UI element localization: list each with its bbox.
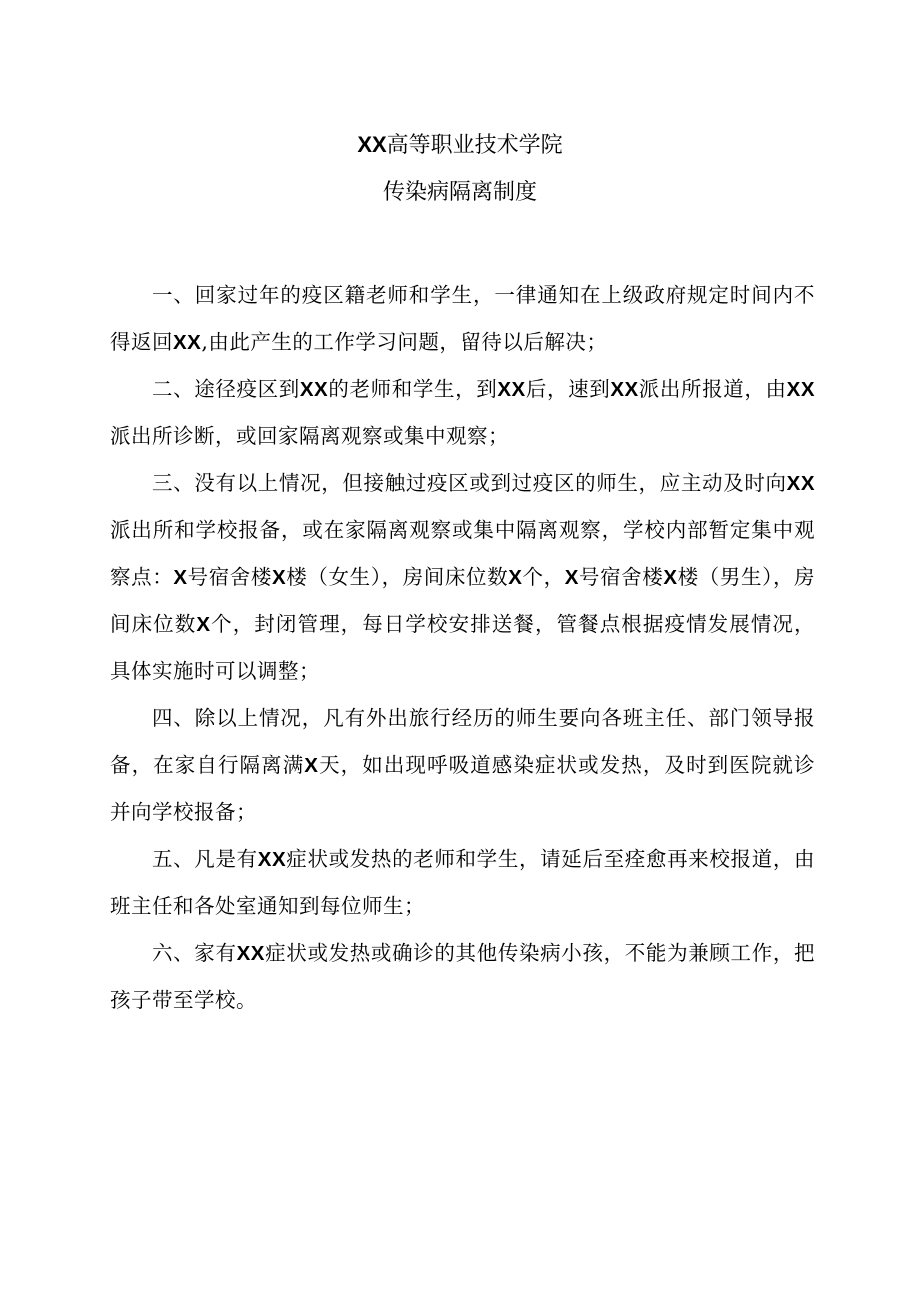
paragraph-3: 三、没有以上情况，但接触过疫区或到过疫区的师生，应主动及时向XX派出所和学校报备，或在家隔离观察或集中隔离观察，学校内部暂定集中观察点：X号宿舍楼X楼（女生），房间床位数X个，X号宿舍楼X楼（男生），房间床位数X个，封闭管理，每日学校安排送餐，管餐点根据疫情发展情况，具体实施时可以调整； — [110, 471, 816, 683]
document-subtitle: 传染病隔离制度 — [382, 180, 537, 205]
paragraph-4: 四、除以上情况，凡有外出旅行经历的师生要向各班主任、部门领导报备，在家自行隔离满X天，如出现呼吸道感染症状或发热，及时到医院就诊并向学校报备； — [110, 706, 816, 824]
paragraph-6: 六、家有XX症状或发热或确诊的其他传染病小孩，不能为兼顾工作，把孩子带至学校。 — [110, 941, 816, 1012]
paragraph-5: 五、凡是有XX症状或发热的老师和学生，请延后至痊愈再来校报道，由班主任和各处室通知到每位师生； — [110, 847, 816, 918]
document-body — [110, 272, 815, 1024]
document-title: XX高等职业技术学院 — [357, 132, 563, 158]
paragraph-1: 一、回家过年的疫区籍老师和学生，一律通知在上级政府规定时间内不得返回XX,由此产生的工作学习问题，留待以后解决； — [110, 283, 815, 354]
paragraph-2: 二、途径疫区到XX的老师和学生，到XX后，速到XX派出所报道，由XX派出所诊断，或回家隔离观察或集中观察； — [110, 377, 816, 448]
